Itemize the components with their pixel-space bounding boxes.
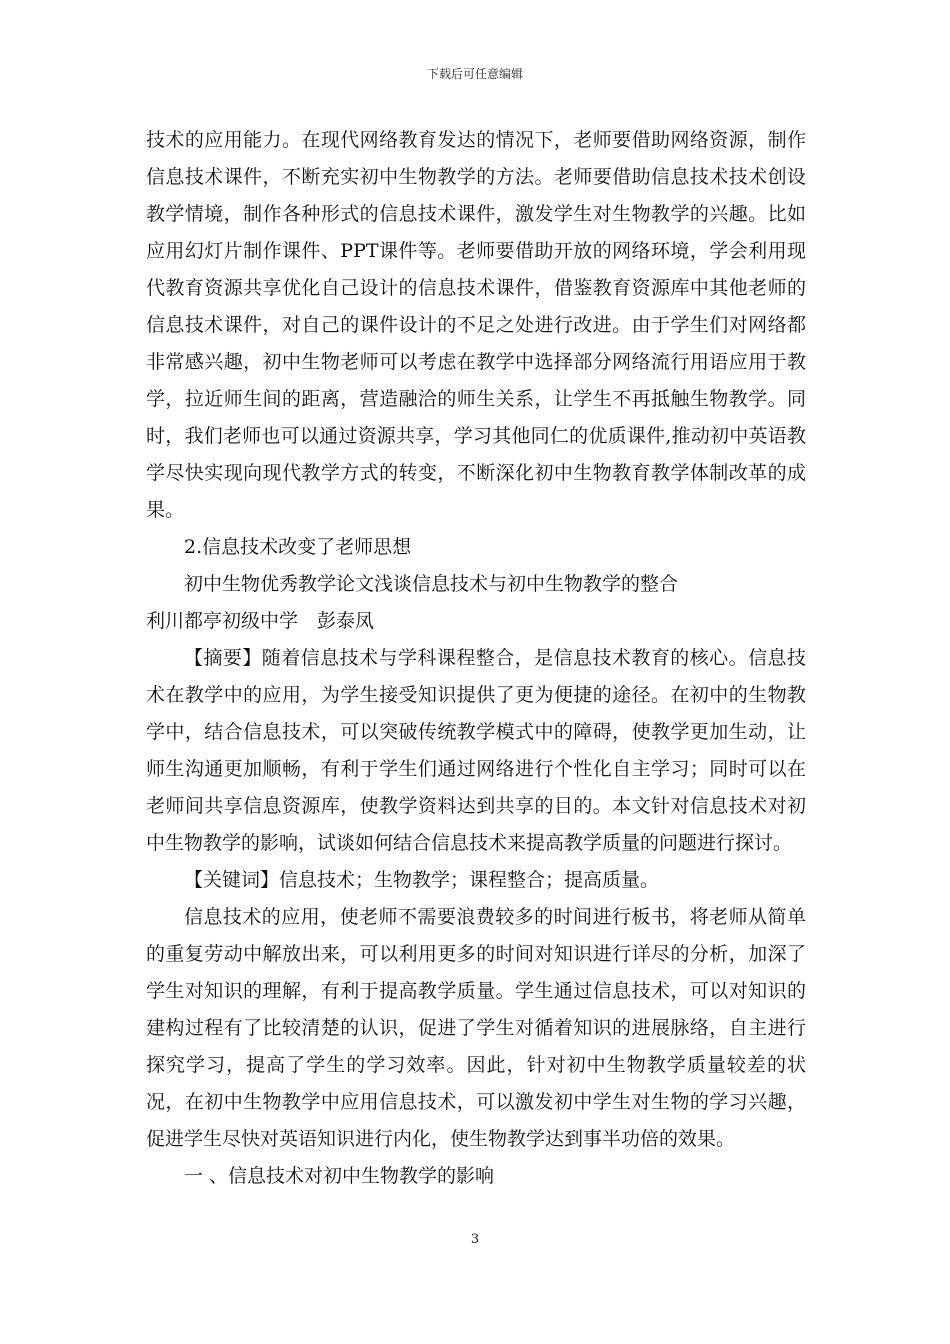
page-footer bbox=[0, 1232, 950, 1248]
section-heading-2: 2.信息技术改变了老师思想 bbox=[184, 536, 412, 558]
article-title: 初中生物优秀教学论文浅谈信息技术与初中生物教学的整合 bbox=[184, 573, 679, 595]
author-line: 利川都亭初级中学 彭泰凤 bbox=[146, 610, 375, 632]
section-heading-1: 一 、信息技术对初中生物教学的影响 bbox=[184, 1165, 495, 1187]
page-number: 3 bbox=[470, 1232, 480, 1247]
intro-paragraph: 信息技术的应用，使老师不需要浪费较多的时间进行板书，将老师从简单的重复劳动中解放出来，可以利用更多的时间对知识进行详尽的分析，加深了学生对知识的理解，有利于提高教学质量。学生通过信息技术，可以对知识的建构过程有了比较清楚的认识，促进了学生对循着知识的进展脉络，自主进行探究学习，提高了学生的学习效率。因此，针对初中生物教学质量较差的状况，在初中生物教学中应用信息技术，可以激发初中学生对生物的学习兴趣，促进学生尽快对英语知识进行内化，使生物教学达到事半功倍的效果。 bbox=[146, 906, 806, 1150]
keywords-paragraph: 【关键词】信息技术；生物教学；课程整合；提高质量。 bbox=[184, 869, 660, 891]
page-header bbox=[0, 66, 950, 82]
paragraph-continuation: 技术的应用能力。在现代网络教育发达的情况下，老师要借助网络资源，制作信息技术课件，不断充实初中生物教学的方法。老师要借助信息技术技术创设教学情境，制作各种形式的信息技术课件，激发学生对生物教学的兴趣。比如应用幻灯片制作课件、PPT课件等。老师要借助开放的网络环境，学会利用现代教育资源共享优化自己设计的信息技术课件，借鉴教育资源库中其他老师的信息技术课件，对自己的课件设计的不足之处进行改进。由于学生们对网络都非常感兴趣，初中生物老师可以考虑在教学中选择部分网络流行用语应用于教学，拉近师生间的距离，营造融洽的师生关系，让学生不再抵触生物教学。同时，我们老师也可以通过资源共享，学习其他同仁的优质课件,推动初中英语教学尽快实现向现代教学方式的转变，不断深化初中生物教育教学体制改革的成果。 bbox=[146, 129, 806, 521]
document-body bbox=[146, 122, 806, 1195]
abstract-paragraph: 【摘要】随着信息技术与学科课程整合，是信息技术教育的核心。信息技术在教学中的应用，为学生接受知识提供了更为便捷的途径。在初中的生物教学中，结合信息技术，可以突破传统教学模式中的障碍，使教学更加生动，让师生沟通更加顺畅，有利于学生们通过网络进行个性化自主学习；同时可以在老师间共享信息资源库，使教学资料达到共享的目的。本文针对信息技术对初中生物教学的影响，试谈如何结合信息技术来提高教学质量的问题进行探讨。 bbox=[146, 647, 806, 854]
header-text: 下载后可任意编辑 bbox=[426, 67, 523, 81]
